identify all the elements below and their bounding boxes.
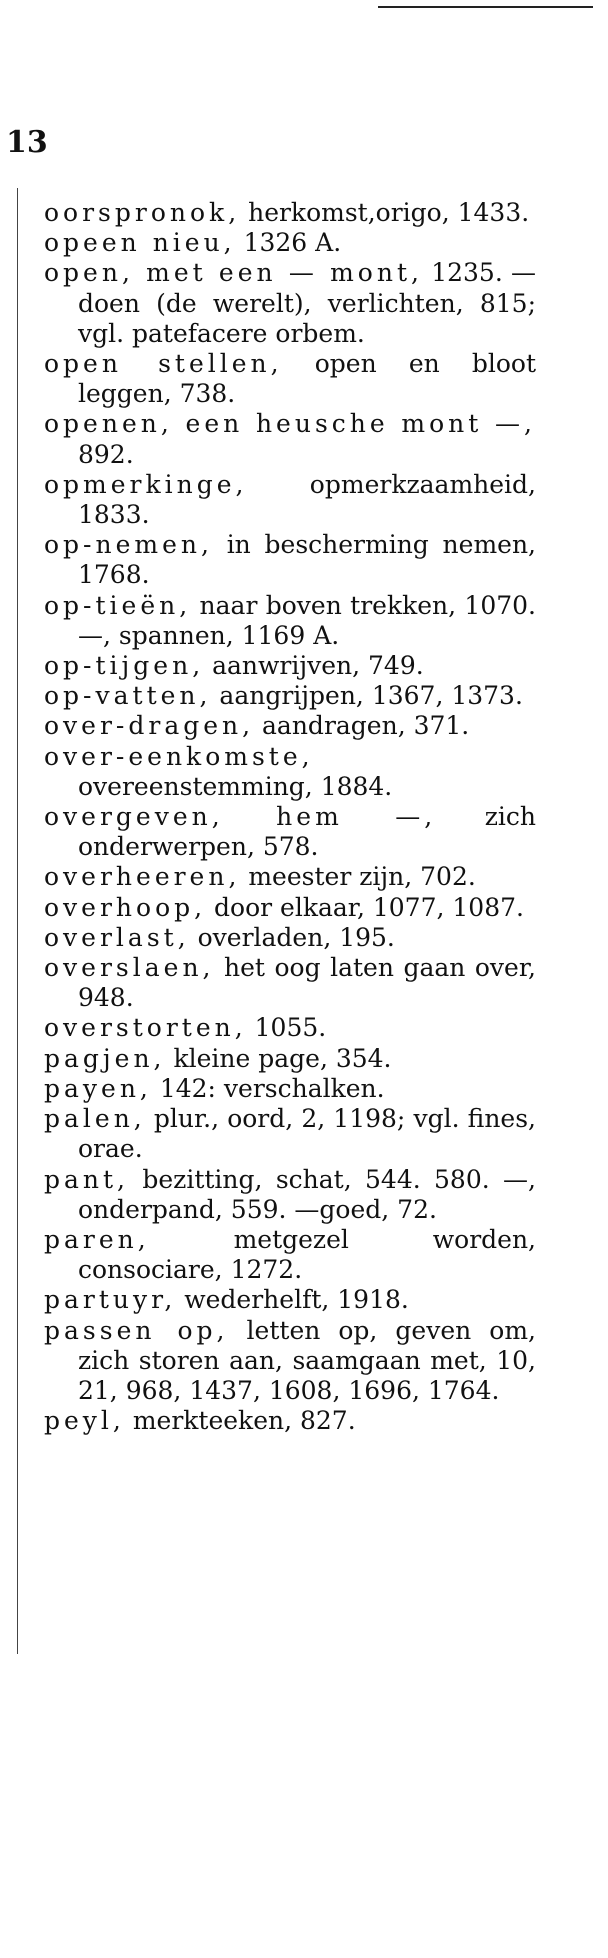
entry-definition: in bescherming nemen, 1768.	[78, 530, 536, 590]
top-rule	[378, 6, 593, 8]
glossary-entry	[44, 742, 536, 802]
entry-definition: aanwrijven, 749.	[204, 651, 424, 681]
glossary-entry	[44, 470, 536, 530]
page-number: 13	[6, 125, 48, 160]
entry-definition: 1055.	[246, 1013, 327, 1043]
entry-definition: naar boven trekken, 1070. —, spannen, 1169 A.	[78, 590, 536, 650]
entry-headword: op-nemen,	[44, 530, 213, 560]
entry-definition: kleine page, 354.	[165, 1043, 392, 1073]
entry-headword: peyl,	[44, 1406, 125, 1436]
glossary-entry	[44, 651, 536, 681]
glossary-entry	[44, 1316, 536, 1407]
entry-definition: bezitting, schat, 544. 580. —, onderpand, 559. —goed, 72.	[78, 1164, 536, 1224]
entry-definition: aandragen, 371.	[254, 711, 470, 741]
entry-headword: pagjen,	[44, 1043, 166, 1073]
entry-definition: metgezel worden, consociare, 1272.	[78, 1224, 536, 1285]
glossary-entry	[44, 802, 536, 862]
entry-headword: openen, een heusche mont —,	[44, 409, 536, 439]
entry-definition: overladen, 195.	[189, 922, 395, 952]
entry-headword: payen,	[44, 1073, 152, 1103]
entry-definition: open en bloot leggen, 738.	[78, 349, 536, 409]
glossary-entry	[44, 681, 536, 711]
entry-definition: 142: verschalken.	[151, 1073, 385, 1103]
entry-headword: palen,	[44, 1104, 146, 1134]
glossary-entry	[44, 893, 536, 923]
glossary-entry	[44, 409, 536, 469]
entry-headword: open, met een — mont,	[44, 258, 423, 288]
entry-headword: op-tijgen,	[44, 651, 205, 681]
glossary-entry	[44, 1013, 536, 1043]
entry-definition: zich onderwerpen, 578.	[78, 802, 536, 862]
glossary-entry	[44, 1074, 536, 1104]
entry-headword: overslaen,	[44, 953, 215, 983]
glossary-entry	[44, 1104, 536, 1164]
entry-headword: opmerkinge,	[44, 469, 248, 499]
glossary-entry	[44, 1406, 536, 1436]
entry-definition: wederhelft, 1918.	[176, 1285, 409, 1315]
glossary-entry	[44, 198, 536, 228]
glossary-entry	[44, 228, 536, 258]
entry-definition: merkteeken, 827.	[124, 1406, 356, 1436]
entry-headword: open stellen,	[44, 349, 283, 379]
entry-definition: plur., oord, 2, 1198; vgl. fines, orae.	[78, 1104, 536, 1164]
entry-headword: passen op,	[44, 1315, 229, 1345]
glossary-entry	[44, 258, 536, 349]
entry-headword: overheeren,	[44, 862, 241, 892]
entry-headword: op-tieën,	[44, 590, 192, 620]
entry-headword: paren,	[44, 1224, 150, 1254]
entry-headword: overhoop,	[44, 892, 207, 922]
entry-definition: 1326 A.	[235, 228, 342, 258]
left-margin-rule	[17, 188, 18, 1654]
glossary-entry	[44, 349, 536, 409]
entry-headword: opeen nieu,	[44, 228, 236, 258]
glossary-entry	[44, 711, 536, 741]
entry-definition: opmerkzaamheid, 1833.	[78, 469, 536, 530]
entry-definition: aangrijpen, 1367, 1373.	[211, 681, 523, 711]
entry-headword: overlast,	[44, 922, 190, 952]
glossary-entry	[44, 1285, 536, 1315]
glossary-entry	[44, 953, 536, 1013]
entry-definition: door elkaar, 1077, 1087.	[206, 892, 524, 922]
entry-headword: overstorten,	[44, 1013, 247, 1043]
glossary-list	[44, 198, 536, 1436]
glossary-entry	[44, 862, 536, 892]
entry-definition: herkomst,origo, 1433.	[240, 198, 530, 227]
entry-headword: pant,	[44, 1164, 130, 1194]
glossary-entry	[44, 1165, 536, 1225]
entry-headword: partuyr,	[44, 1285, 177, 1315]
entry-definition: 892.	[78, 439, 134, 469]
entry-headword: overgeven, hem —,	[44, 802, 437, 832]
glossary-entry	[44, 591, 536, 651]
entry-definition: overeenstemming, 1884.	[78, 771, 393, 801]
entry-headword: over-dragen,	[44, 711, 255, 741]
glossary-entry	[44, 923, 536, 953]
entry-headword: oorspronok,	[44, 198, 241, 227]
glossary-entry	[44, 1225, 536, 1285]
entry-headword: over-eenkomste,	[44, 741, 314, 771]
glossary-entry	[44, 530, 536, 590]
entry-definition: het oog laten gaan over, 948.	[78, 953, 536, 1013]
entry-definition: 1235. —doen (de werelt), verlichten, 815; vgl. patefacere orbem.	[78, 258, 536, 348]
entry-definition: meester zijn, 702.	[240, 862, 476, 892]
glossary-entry	[44, 1044, 536, 1074]
entry-definition: letten op, geven om, zich storen aan, saamgaan met, 10, 21, 968, 1437, 1608, 1696, 1764.	[78, 1315, 536, 1405]
entry-headword: op-vatten,	[44, 681, 212, 711]
